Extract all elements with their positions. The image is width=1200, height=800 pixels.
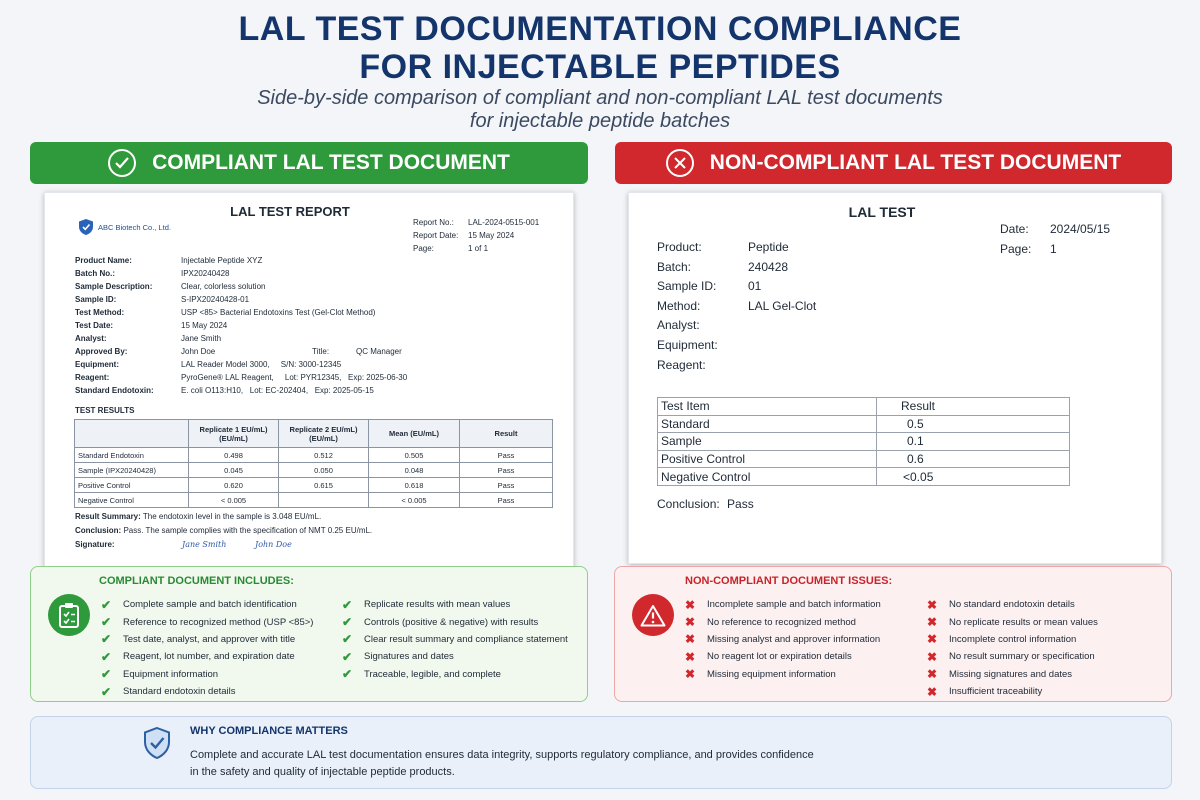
- analyst-signature: Jane Smith: [182, 540, 227, 549]
- check-icon: ✔: [100, 684, 112, 699]
- list-item-label: No reagent lot or expiration details: [707, 651, 852, 663]
- table-row: [75, 463, 553, 478]
- table-header-cell: Replicate 2 EU/mL) (EU/mL): [279, 420, 369, 448]
- cross-icon: ✖: [684, 615, 696, 630]
- clipboard-check-icon: [48, 594, 90, 636]
- list-item-label: Missing signatures and dates: [949, 668, 1073, 680]
- check-circle-icon: [108, 149, 136, 177]
- compliant-document: [44, 192, 574, 568]
- table-cell: Negative Control: [75, 493, 189, 508]
- conclusion: [75, 524, 372, 537]
- list-item: [925, 648, 1098, 665]
- list-item-label: Replicate results with mean values: [364, 599, 511, 611]
- meta-row: [413, 216, 539, 229]
- list-item: [99, 683, 313, 700]
- field-label: Sample Description:: [75, 282, 153, 291]
- table-cell: 0.045: [189, 463, 279, 478]
- subtitle-line-2: for injectable peptide batches: [469, 110, 731, 132]
- noncompliant-doc-title: LAL TEST: [848, 204, 916, 220]
- table-cell: 0.618: [369, 478, 460, 493]
- meta-label: Date:: [1000, 222, 1029, 236]
- field-row: [75, 280, 407, 293]
- table-cell: 0.615: [279, 478, 369, 493]
- meta-row: [1000, 240, 1110, 260]
- cross-icon: ✖: [926, 632, 938, 647]
- list-item: [925, 666, 1098, 683]
- list-item: [925, 683, 1098, 700]
- table-cell: Pass: [460, 493, 553, 508]
- list-item: [340, 596, 568, 613]
- field-value: 01: [748, 279, 762, 294]
- field-label: Equipment:: [75, 360, 119, 369]
- subtitle-line-1: Side-by-side comparison of compliant and non-compliant LAL test documents: [257, 87, 943, 109]
- meta-label: Page:: [1000, 241, 1032, 256]
- check-icon: ✔: [100, 632, 112, 647]
- field-label: Standard Endotoxin:: [75, 386, 154, 395]
- title-line-1: LAL TEST DOCUMENTATION COMPLIANCE: [238, 10, 962, 48]
- noncompliant-meta: [1000, 220, 1110, 259]
- table-row: [75, 478, 553, 493]
- table-header-cell: Mean (EU/mL): [369, 420, 460, 448]
- noncompliant-banner-label: NON-COMPLIANT LAL TEST DOCUMENT: [709, 151, 1122, 174]
- list-item-label: Missing analyst and approver information: [707, 633, 881, 645]
- field-label: Reagent:: [657, 357, 706, 372]
- warning-triangle-icon: [632, 594, 674, 636]
- list-item: [925, 596, 1098, 613]
- table-header-cell: Replicate 1 EU/mL) (EU/mL): [189, 420, 279, 448]
- table-header-row: [75, 420, 553, 448]
- list-item-label: Incomplete sample and batch information: [707, 599, 881, 611]
- list-item: [99, 648, 313, 665]
- noncompliant-fields: [657, 238, 816, 375]
- cross-icon: ✖: [684, 667, 696, 682]
- table-cell: 0.498: [189, 448, 279, 463]
- why-title: WHY COMPLIANCE MATTERS: [190, 725, 348, 737]
- table-cell: Standard: [658, 415, 877, 433]
- list-item: [340, 648, 568, 665]
- list-item: [683, 596, 881, 613]
- noncompliant-results-table: [657, 397, 1070, 486]
- cross-icon: ✖: [684, 597, 696, 612]
- compliant-includes-title: COMPLIANT DOCUMENT INCLUDES:: [99, 575, 294, 587]
- check-icon: ✔: [341, 632, 353, 647]
- noncompliant-issues-title: NON-COMPLIANT DOCUMENT ISSUES:: [685, 575, 893, 587]
- cross-icon: ✖: [926, 597, 938, 612]
- list-item-label: Standard endotoxin details: [123, 686, 236, 698]
- field-row: [75, 319, 407, 332]
- list-item-label: No result summary or specification: [949, 651, 1095, 663]
- field-row: [657, 336, 816, 356]
- field-row: [657, 297, 816, 317]
- cross-icon: ✖: [684, 632, 696, 647]
- noncompliant-banner: [615, 142, 1172, 184]
- cross-icon: ✖: [926, 684, 938, 699]
- noncompliant-document: [628, 192, 1162, 564]
- why-body: [190, 747, 814, 781]
- noncompliant-issues-list-2: [925, 596, 1098, 700]
- cross-icon: ✖: [684, 649, 696, 664]
- table-header-row: [658, 398, 1070, 416]
- field-value: Peptide: [748, 240, 789, 254]
- list-item: [925, 613, 1098, 630]
- conclusion-text: Pass: [727, 497, 754, 511]
- table-cell: 0.048: [369, 463, 460, 478]
- list-item-label: Reference to recognized method (USP <85>): [123, 616, 314, 628]
- field-row: [75, 254, 407, 267]
- why-compliance-panel: [30, 716, 1172, 789]
- table-cell: Negative Control: [658, 468, 877, 486]
- check-icon: ✔: [341, 667, 353, 682]
- conclusion-label: Conclusion:: [657, 497, 720, 511]
- field-value: LAL Gel-Clot: [748, 298, 817, 313]
- list-item-label: Reagent, lot number, and expiration date: [123, 651, 295, 663]
- test-results-heading: TEST RESULTS: [75, 406, 135, 415]
- meta-row: [413, 229, 539, 242]
- meta-value: 1: [1050, 241, 1057, 256]
- field-row: [75, 358, 407, 371]
- table-cell: < 0.005: [369, 493, 460, 508]
- list-item-label: No replicate results or mean values: [949, 616, 1098, 628]
- field-value: Clear, colorless solution: [181, 282, 266, 291]
- table-row: [75, 493, 553, 508]
- list-item: [340, 631, 568, 648]
- field-label: Analyst:: [657, 318, 700, 333]
- field-label: Approved By:: [75, 347, 128, 356]
- table-cell: Sample (IPX20240428): [75, 463, 189, 478]
- field-row: [657, 238, 816, 258]
- summary-text: The endotoxin level in the sample is 3.048 EU/mL.: [142, 512, 322, 521]
- meta-label: Report Date:: [413, 231, 459, 240]
- table-cell: 0.620: [189, 478, 279, 493]
- field-value: 240428: [748, 259, 789, 274]
- field-value: E. coli O113:H10, Lot: EC-202404, Exp: 2025-05-15: [181, 386, 374, 395]
- signature-label: Signature:: [75, 540, 115, 549]
- table-cell: Pass: [460, 448, 553, 463]
- table-header-cell: Result: [877, 398, 1070, 416]
- page-title: [0, 10, 1200, 86]
- compliant-doc-title: LAL TEST REPORT: [230, 204, 350, 219]
- conclusion-label: Conclusion:: [75, 526, 122, 535]
- noncompliant-conclusion: [657, 497, 754, 511]
- list-item: [683, 613, 881, 630]
- table-cell: Sample: [658, 433, 877, 451]
- field-label: Test Date:: [75, 321, 114, 330]
- table-row: [658, 450, 1070, 468]
- table-cell: 0.1: [877, 433, 1070, 451]
- cross-icon: ✖: [926, 649, 938, 664]
- field-label: Product Name:: [75, 256, 132, 265]
- table-cell: Pass: [460, 478, 553, 493]
- table-cell: Positive Control: [658, 450, 877, 468]
- field-label: Equipment:: [657, 337, 718, 352]
- list-item-label: No standard endotoxin details: [949, 599, 1075, 611]
- meta-row: [1000, 220, 1110, 240]
- list-item-label: Signatures and dates: [364, 651, 454, 663]
- title-line-2: FOR INJECTABLE PEPTIDES: [359, 48, 841, 86]
- check-icon: ✔: [100, 649, 112, 664]
- field-label: Test Method:: [75, 308, 125, 317]
- table-cell: 0.505: [369, 448, 460, 463]
- table-header-cell: Result: [460, 420, 553, 448]
- table-cell: 0.6: [877, 450, 1070, 468]
- field-label: Product:: [657, 240, 702, 254]
- list-item-label: Traceable, legible, and complete: [364, 668, 501, 680]
- list-item-label: Missing equipment information: [707, 668, 836, 680]
- table-cell: Pass: [460, 463, 553, 478]
- noncompliant-issues-list-1: [683, 596, 881, 683]
- list-item-label: No reference to recognized method: [707, 616, 856, 628]
- field-row: [75, 293, 407, 306]
- list-item: [99, 666, 313, 683]
- meta-label: Page:: [413, 244, 434, 253]
- table-cell: Standard Endotoxin: [75, 448, 189, 463]
- compliant-includes-panel: [30, 566, 588, 702]
- check-icon: ✔: [341, 597, 353, 612]
- meta-value: 2024/05/15: [1050, 222, 1111, 236]
- field-row: [657, 356, 816, 376]
- check-icon: ✔: [341, 649, 353, 664]
- x-circle-icon: [666, 149, 694, 177]
- conclusion-text: Pass. The sample complies with the specification of NMT 0.25 EU/mL.: [123, 526, 373, 535]
- field-row: [75, 267, 407, 280]
- cross-icon: ✖: [926, 615, 938, 630]
- check-icon: ✔: [341, 615, 353, 630]
- table-row: [658, 433, 1070, 451]
- company-logo: [78, 218, 171, 236]
- list-item: [99, 631, 313, 648]
- field-label: Reagent:: [75, 373, 110, 382]
- field-value: USP <85> Bacterial Endotoxins Test (Gel-Clot Method): [181, 308, 376, 317]
- field-value: IPX20240428: [181, 269, 230, 278]
- field-value: LAL Reader Model 3000, S/N: 3000-12345: [181, 360, 342, 369]
- list-item: [683, 648, 881, 665]
- list-item-label: Incomplete control information: [949, 633, 1077, 645]
- compliant-banner: [30, 142, 588, 184]
- field-label: Batch No.:: [75, 269, 115, 278]
- compliant-includes-list-1: [99, 596, 313, 700]
- table-header-cell: [75, 420, 189, 448]
- table-row: [75, 448, 553, 463]
- table-cell: 0.5: [877, 415, 1070, 433]
- field-value: John Doe: [181, 347, 216, 356]
- compliant-banner-label: COMPLIANT LAL TEST DOCUMENT: [152, 151, 510, 174]
- meta-value: LAL-2024-0515-001: [468, 218, 540, 227]
- field-row: [75, 345, 407, 358]
- list-item: [340, 666, 568, 683]
- list-item: [683, 666, 881, 683]
- field-row: [657, 277, 816, 297]
- field-row: [657, 258, 816, 278]
- check-icon: ✔: [100, 615, 112, 630]
- table-cell: 0.512: [279, 448, 369, 463]
- list-item-label: Insufficient traceability: [949, 686, 1043, 698]
- compliant-fields: [75, 254, 407, 397]
- table-cell: <0.05: [877, 468, 1070, 486]
- field-row: [75, 371, 407, 384]
- shield-logo-icon: [78, 218, 94, 236]
- field-row: [75, 306, 407, 319]
- list-item: [99, 596, 313, 613]
- why-line-2: in the safety and quality of injectable peptide products.: [190, 766, 455, 778]
- list-item: [683, 631, 881, 648]
- compliant-includes-list-2: [340, 596, 568, 683]
- table-row: [658, 415, 1070, 433]
- field-row: [75, 332, 407, 345]
- title-label: Title:: [312, 347, 330, 356]
- field-row: [657, 316, 816, 336]
- table-cell: [279, 493, 369, 508]
- why-line-1: Complete and accurate LAL test documentation ensures data integrity, supports regulatory compliance, and provides confidence: [190, 749, 814, 761]
- company-name: ABC Biotech Co., Ltd.: [98, 222, 171, 232]
- field-value: S-IPX20240428-01: [181, 295, 250, 304]
- meta-value: 15 May 2024: [468, 231, 515, 240]
- list-item: [99, 613, 313, 630]
- shield-check-icon: [142, 726, 172, 765]
- field-value: Injectable Peptide XYZ: [181, 256, 263, 265]
- field-label: Batch:: [657, 259, 692, 274]
- field-label: Sample ID:: [75, 295, 117, 304]
- field-label: Sample ID:: [657, 279, 717, 294]
- result-summary: [75, 510, 321, 523]
- field-label: Method:: [657, 298, 701, 313]
- report-meta: [413, 216, 539, 255]
- field-row: [75, 384, 407, 397]
- check-icon: ✔: [100, 667, 112, 682]
- meta-row: [413, 242, 539, 255]
- cross-icon: ✖: [926, 667, 938, 682]
- page-subtitle: [0, 87, 1200, 133]
- table-cell: 0.050: [279, 463, 369, 478]
- field-value: Jane Smith: [181, 334, 222, 343]
- meta-value: 1 of 1: [468, 244, 489, 253]
- check-icon: ✔: [100, 597, 112, 612]
- list-item: [925, 631, 1098, 648]
- field-value: PyroGene® LAL Reagent, Lot: PYR12345, Exp: 2025-06-30: [181, 373, 408, 382]
- field-label: Analyst:: [75, 334, 107, 343]
- table-row: [658, 468, 1070, 486]
- list-item-label: Complete sample and batch identification: [123, 599, 297, 611]
- approver-signature: John Doe: [255, 540, 292, 549]
- noncompliant-issues-panel: [614, 566, 1172, 702]
- list-item-label: Controls (positive & negative) with results: [364, 616, 539, 628]
- title-value: QC Manager: [356, 347, 402, 356]
- field-value: 15 May 2024: [181, 321, 228, 330]
- compliant-results-table: [74, 419, 553, 508]
- list-item-label: Test date, analyst, and approver with title: [123, 633, 296, 645]
- table-cell: < 0.005: [189, 493, 279, 508]
- meta-label: Report No.:: [413, 218, 454, 227]
- list-item-label: Clear result summary and compliance statement: [364, 633, 568, 645]
- summary-label: Result Summary:: [75, 512, 141, 521]
- list-item: [340, 613, 568, 630]
- list-item-label: Equipment information: [123, 668, 219, 680]
- table-cell: Positive Control: [75, 478, 189, 493]
- table-header-cell: Test Item: [658, 398, 877, 416]
